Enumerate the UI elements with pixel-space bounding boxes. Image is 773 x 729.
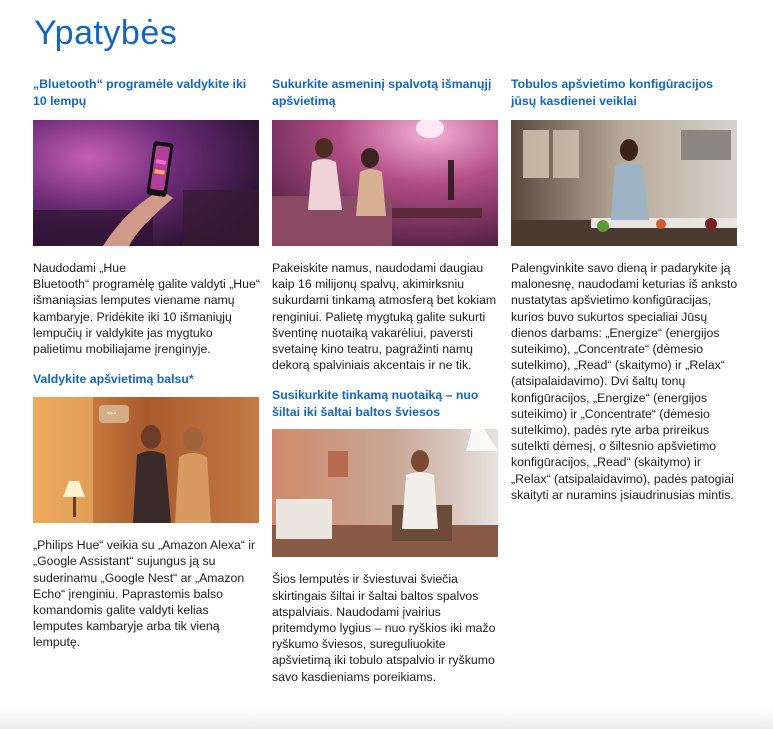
voice-control-image (33, 397, 259, 523)
section-text-routine: Palengvinkite savo dieną ir padarykite ją malonesnę, naudodami keturias iš anksto nustatytas apšvietimo konfigūracijas, kurios buvo sukurtos specialiai Jūsų dienos darbams: „Energize“ (energijos suteikimo), „Concentrate“ (dėmesio sutelkimo), „Read“ (skaitymo) ir „Relax“ (atsipalaidavimo). Dvi šaltų tonų konfigūracijos, „Energize“ (energijos suteikimo) ir „Concentrate“ (dėmesio sutelkimo), padės ryte arba prireikus sutelkti dėmesį, o šiltesnio apšvietimo konfigūracijos, „Read“ (skaitymo) ir „Relax“ (atsipalaidavimo), padės patogiai skaityti ar nuramins įsiaudrinusias mintis. (511, 261, 738, 502)
voice-bubble: ... (107, 405, 117, 418)
section-heading-routine: Tobulos apšvietimo konfigūracijos jūsų kasdienei veiklai (511, 77, 714, 108)
section-text-voice: „Philips Hue“ veikia su „Amazon Alexa“ ir „Google Assistant“ sujungus ją su suderinamu „Google Nest“ ar „Amazon Echo“ įrenginiu. Paprastomis balso komandomis galite valdyti kelias lemputes kambaryje arba tik vieną lemputę. (33, 538, 256, 650)
section-heading-color: Sukurkite asmeninį spalvotą išmanųjį apšvietimą (272, 77, 492, 108)
section-text-mood: Šios lemputės ir šviestuvai šviečia skirtingais šiltai ir šaltai baltos spalvos atspalviais. Naudodami įvairius pritemdymo lygius – nuo ryškios iki mažo ryškumo šviesos, sureguliuokite apšvietimą iki tobulo atspalvio ir ryškumo savo kasdieniams poreikiams. (272, 572, 496, 684)
page-title: Ypatybės (34, 14, 178, 52)
section-heading-voice: Valdykite apšvietimą balsu* (33, 372, 194, 387)
section-heading-bluetooth: „Bluetooth“ programėle valdykite iki 10 lempų (33, 77, 247, 108)
column-left (33, 76, 261, 651)
bluetooth-app-image (33, 120, 259, 246)
bottom-shadow (0, 707, 773, 729)
color-lighting-image (272, 120, 498, 246)
section-heading-mood: Susikurkite tinkamą nuotaiką – nuo šiltai iki šaltai baltos šviesos (272, 388, 479, 420)
section-text-bluetooth: Naudodami „Hue Bluetooth“ programėlę galite valdyti „Hue“ išmaniąsias lemputes viename namų kambaryje. Pridėkite iki 10 išmaniųjų lempučių ir valdykite jas mygtuko palietimu mobiliajame įrenginyje. (33, 261, 260, 357)
routine-lighting-image (511, 120, 737, 246)
section-text-color: Pakeiskite namus, naudodami daugiau kaip 16 milijonų spalvų, akimirksniu sukurdami tinkamą atmosferą bet kokiam renginiui. Palietę mygtuką galite sukurti šventinę nuotaiką vakarėliui, paversti svetainę kino teatru, pagražinti namų dekorą spalviniais akcentais ir ne tik. (272, 261, 497, 373)
white-light-image (272, 429, 498, 557)
column-middle (272, 76, 500, 685)
column-right (511, 76, 739, 503)
